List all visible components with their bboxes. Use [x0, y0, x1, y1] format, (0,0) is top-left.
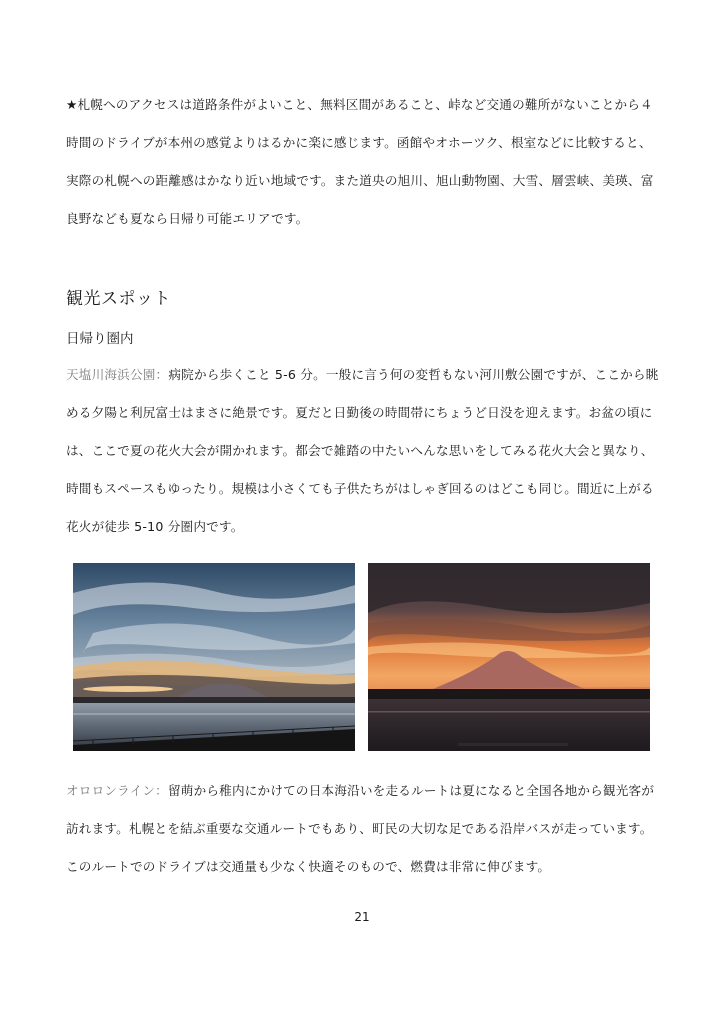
- subsection-heading: 日帰り圏内: [66, 331, 134, 347]
- section-heading: 観光スポット: [66, 289, 171, 309]
- page-number: 21: [354, 910, 370, 924]
- sunset-photo-right: [368, 563, 650, 751]
- spot-name: オロロンライン：: [66, 783, 168, 798]
- intro-paragraph: ★札幌へのアクセスは道路条件がよいこと、無料区間があること、峠など交通の難所がないことから４時間のドライブが本州の感覚よりはるかに楽に感じます。函館やオホーツク、根室などに比較すると、実際の札幌への距離感はかなり近い地域です。また道央の旭川、旭山動物園、大雪、層雲峡、美瑛、富良野なども夏なら日帰り可能エリアです。: [66, 97, 654, 226]
- sunset-photo-left-image: [73, 563, 355, 751]
- sunset-photo-left: [73, 563, 355, 751]
- spot-name: 天塩川海浜公園：: [66, 367, 169, 382]
- sunset-photo-right-image: [368, 563, 650, 751]
- spot-paragraph-oronon: [66, 772, 662, 886]
- spot-description: 留萌から稚内にかけての日本海沿いを走るルートは夏になると全国各地から観光客が訪れます。札幌とを結ぶ重要な交通ルートでもあり、町民の大切な足である沿岸バスが走っています。このルートでのドライブは交通量も少なく快適そのもので、燃費は非常に伸びます。: [66, 783, 655, 874]
- spot-paragraph-teshiogawa: [66, 356, 662, 546]
- spot-description: 病院から歩くこと 5-6 分。一般に言う何の変哲もない河川敷公園ですが、ここから眺める夕陽と利尻富士はまさに絶景です。夏だと日勤後の時間帯にちょうど日没を迎えます。お盆の頃には、ここで夏の花火大会が開かれます。都会で雑踏の中たいへんな思いをしてみる花火大会と異なり、時間もスペースもゆったり。規模は小さくても子供たちがはしゃぎ回るのはどこも同じ。間近に上がる花火が徒歩 5-10 分圏内です。: [66, 367, 659, 534]
